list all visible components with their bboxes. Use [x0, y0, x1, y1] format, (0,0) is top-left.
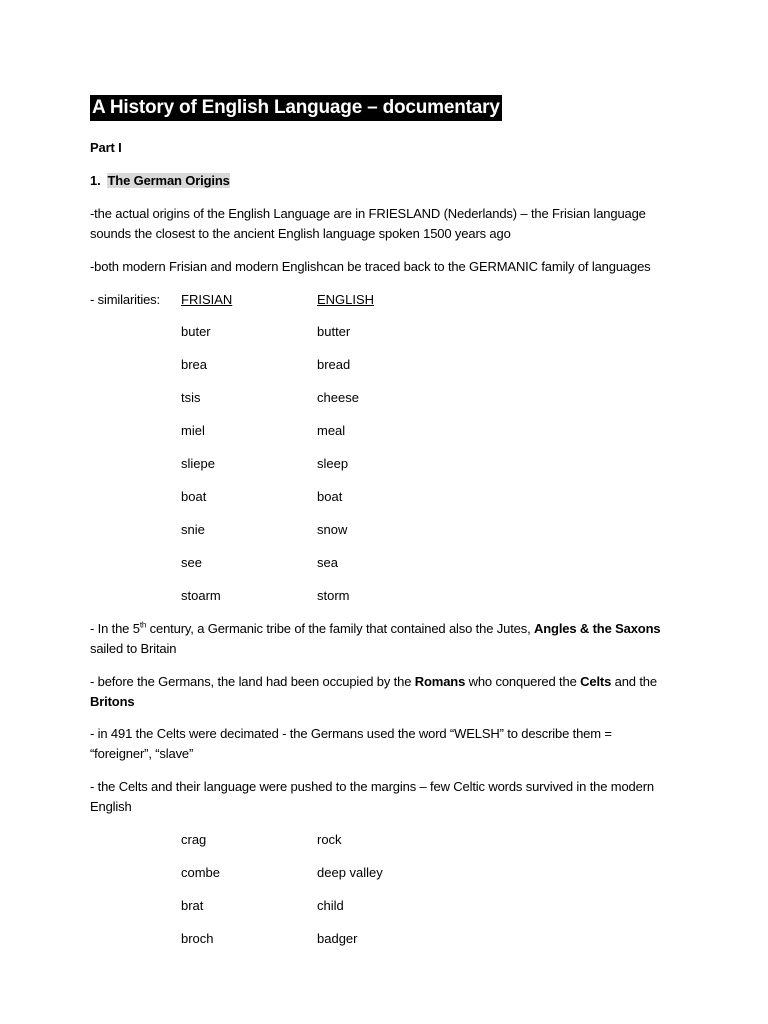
list-item-english: meal	[317, 423, 346, 438]
paragraph-fifth-century: - In the 5th century, a Germanic tribe of the family that contained also the Jutes, Angles & the Saxons sailed to Britain	[90, 620, 661, 656]
column-header-english: ENGLISH	[317, 292, 375, 307]
list-item-english: sleep	[317, 456, 349, 471]
list-item-original: see	[181, 555, 202, 570]
part-heading: Part I	[90, 140, 122, 155]
section-heading	[90, 171, 230, 191]
list-item-english: sea	[317, 555, 338, 570]
paragraph-germanic: -both modern Frisian and modern Englishcan be traced back to the GERMANIC family of languages	[90, 259, 651, 274]
list-item-english: bread	[317, 357, 351, 372]
list-item-english: child	[317, 898, 344, 913]
list-item-original: sliepe	[181, 456, 215, 471]
list-item-english: deep valley	[317, 865, 383, 880]
list-item-original: stoarm	[181, 588, 221, 603]
list-item-original: miel	[181, 423, 205, 438]
section-title: The German Origins	[107, 173, 230, 188]
list-item-original: snie	[181, 522, 205, 537]
list-item-english: snow	[317, 522, 348, 537]
list-item-original: brat	[181, 898, 204, 913]
list-item-english: butter	[317, 324, 351, 339]
list-item-original: buter	[181, 324, 211, 339]
list-item-original: boat	[181, 489, 207, 504]
list-item-english: cheese	[317, 390, 359, 405]
column-header-frisian: FRISIAN	[181, 292, 233, 307]
paragraph-origins: -the actual origins of the English Language are in FRIESLAND (Nederlands) – the Frisian language sounds the closest to the ancient English language spoken 1500 years ago	[90, 206, 646, 241]
document-title: A History of English Language – documentary	[90, 95, 502, 121]
list-item-original: combe	[181, 865, 221, 880]
similarities-label: - similarities:	[90, 292, 160, 307]
section-number: 1.	[90, 173, 101, 188]
list-item-english: boat	[317, 489, 343, 504]
list-item-original: tsis	[181, 390, 201, 405]
list-item-english: badger	[317, 931, 358, 946]
list-item-english: storm	[317, 588, 350, 603]
list-item-original: crag	[181, 832, 207, 847]
paragraph-welsh: - in 491 the Celts were decimated - the Germans used the word “WELSH” to describe them = “foreigner”, “slave”	[90, 726, 612, 761]
list-item-original: broch	[181, 931, 214, 946]
paragraph-romans: - before the Germans, the land had been occupied by the Romans who conquered the Celts and the Britons	[90, 674, 657, 709]
list-item-english: rock	[317, 832, 342, 847]
paragraph-celts: - the Celts and their language were pushed to the margins – few Celtic words survived in the modern English	[90, 779, 654, 814]
list-item-original: brea	[181, 357, 208, 372]
